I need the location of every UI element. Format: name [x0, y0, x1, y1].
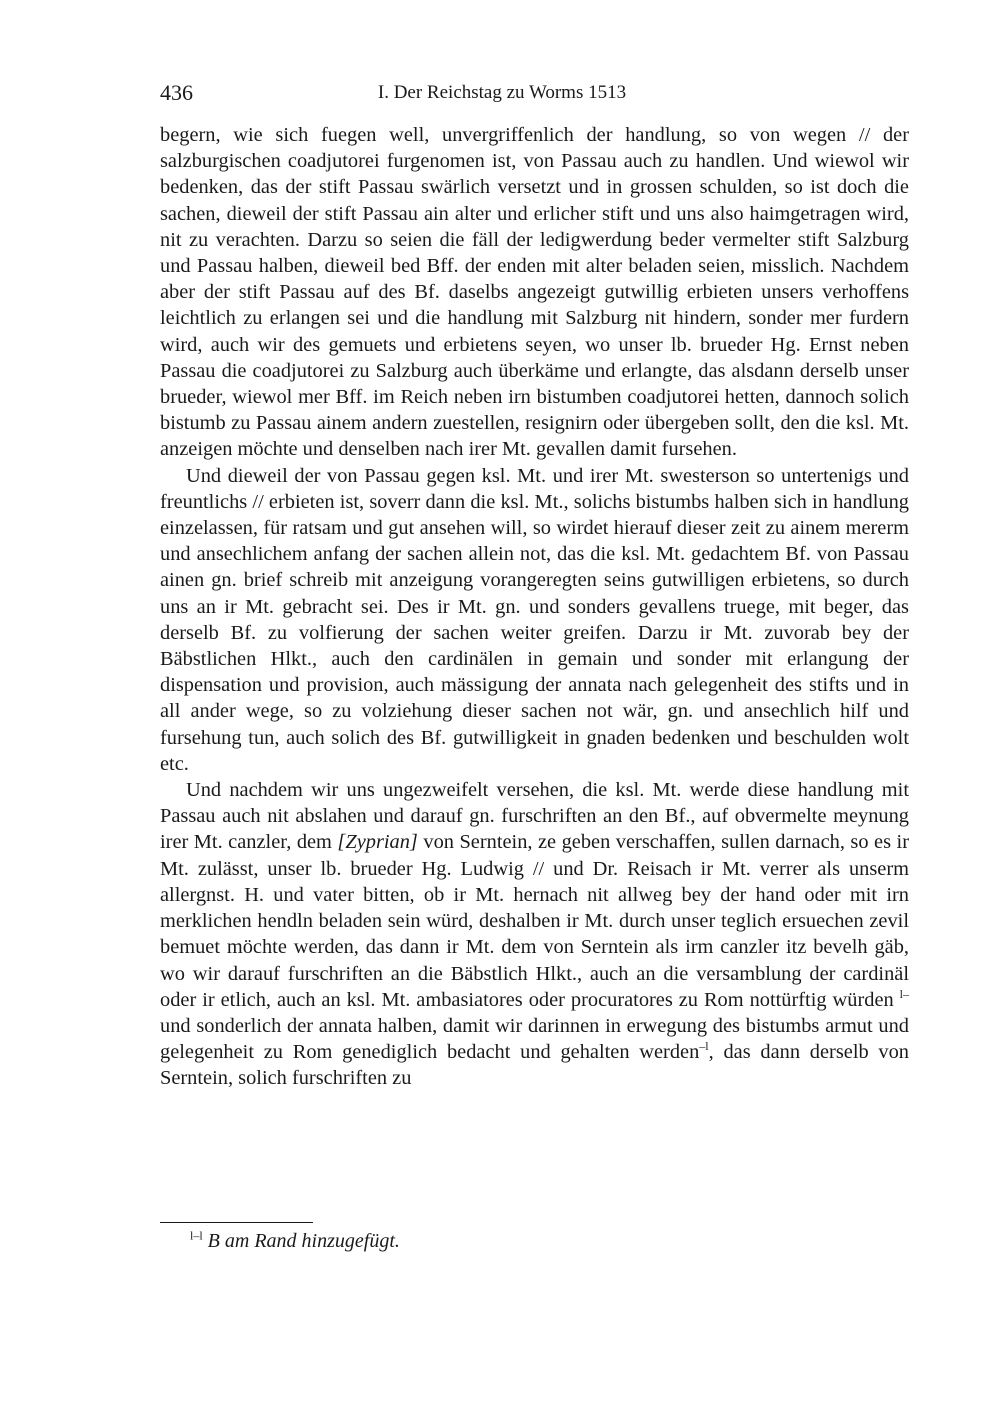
page-number: 436 [160, 80, 193, 105]
footnote-text: B am Rand hinzugefügt. [207, 1230, 400, 1252]
main-text [160, 122, 909, 1092]
paragraph-1: begern, wie sich fuegen well, unvergriffenlich der handlung, so von wegen // der salzburgischen coadjutorei furgenomen ist, von Passau auch zu handlen. Und wiewol wir bedenken, das der stift Passau swärlich versetzt und in grossen schulden, so ist doch die sachen, dieweil der stift Passau ain alter und erlicher stift und uns also haimgetragen wird, nit zu verachten. Darzu so seien die fäll der ledigwerdung beder vermelter stift Salzburg und Passau halben, dieweil bed Bff. der enden mit alter beladen seien, misslich. Nachdem aber der stift Passau auf des Bf. daselbs angezeigt gutwillig erbieten unsers verhoffens leichtlich zu erlangen sei und die handlung mit Salzburg nit hindern, sonder mer furdern wird, auch wir des gemuets und erbietens seyen, wo unser lb. brueder Hg. Ernst neben Passau die coadjutorei zu Salzburg auch überkäme und erlangte, das alsdann derselb unser brueder, wiewol mer Bff. im Reich neben irn bistumben coadjutorei hetten, dannoch solich bistumb zu Passau ainem andern zuestellen, resignirn oder übergeben sollt, den die ksl. Mt. anzeigen möchte und denselben nach irer Mt. gevallen damit fursehen. [160, 124, 909, 461]
footnote-divider [160, 1222, 313, 1223]
footnote-marker: l–l [190, 1228, 203, 1243]
running-title: I. Der Reichstag zu Worms 1513 [377, 82, 627, 103]
paragraph-3-text-b: von Serntein, ze geben verschaffen, sullen darnach, so es ir Mt. zulässt, unser lb. brueder Hg. Ludwig // und Dr. Reisach ir Mt. verrer als unserm allergnst. H. und vater bitten, ob ir Mt. hernach nit allweg bey der hand oder mit irn merklichen hendln beladen sein würd, deshalben ir Mt. durch unser teglich ersuechen zevil bemuet möchte werden, das dann ir Mt. dem von Serntein als irm canzler itz bevelh gäb, wo wir darauf furschriften an die Bäbstlich Hlkt., auch an die versamblung der cardinäl oder ir etlich, auch an ksl. Mt. ambasiatores oder procuratores zu Rom nottürftig würden [160, 831, 909, 1011]
footnote-mark-close: –l [699, 1039, 709, 1054]
paragraph-2: Und dieweil der von Passau gegen ksl. Mt. und irer Mt. swesterson so untertenigs und freuntlichs // erbieten ist, soverr dann die ksl. Mt., solichs bistumbs halben sich in handlung einzelassen, für ratsam und gut ansehen will, so wirdet hierauf dieser zeit zu ainem mererm und ansechlichem anfang der sachen allein not, das die ksl. Mt. gedachtem Bf. von Passau ainen gn. brief schreib mit anzeigung vorangeregten seins gutwilligen erbietens, so durch uns an ir Mt. gebracht sei. Des ir Mt. gn. und sonders gevallens truege, mit beger, das derselb Bf. zu volfierung der sachen weiter greifen. Darzu ir Mt. zuvorab bey der Bäbstlichen Hlkt., auch den cardinälen in gemain und sonder mit erlangung der dispensation und provision, auch mässigung der annata nach gelegenheit des stifts und in all ander wege, so zu volziehung dieser sachen not wär, gn. und ansechlich hilf und fursehung tun, auch solich des Bf. gutwilligkeit in gnaden bedenken und beschulden wolt etc. [160, 464, 909, 775]
footnote-mark-open: l– [899, 986, 909, 1001]
paragraph-3-text-d: , das dann derselb von Serntein, solich furschriften zu [160, 1041, 910, 1090]
paragraph-3-text-a: Und nachdem wir uns ungezweifelt versehen, die ksl. Mt. werde diese handlung mit Passau auch nit abslahen und darauf gn. furschriften an den Bf., auf obvermelte meynung irer Mt. canzler, dem [160, 779, 909, 854]
paragraph-3 [160, 777, 909, 1091]
paragraph-3-text-c: und sonderlich der annata halben, damit wir darinnen in erwegung des bistumbs armut und gelegenheit zu Rom genediglich bedacht und gehalten werden [160, 1014, 909, 1064]
editorial-insertion: [Zyprian] [337, 831, 418, 854]
footnote [190, 1228, 400, 1254]
